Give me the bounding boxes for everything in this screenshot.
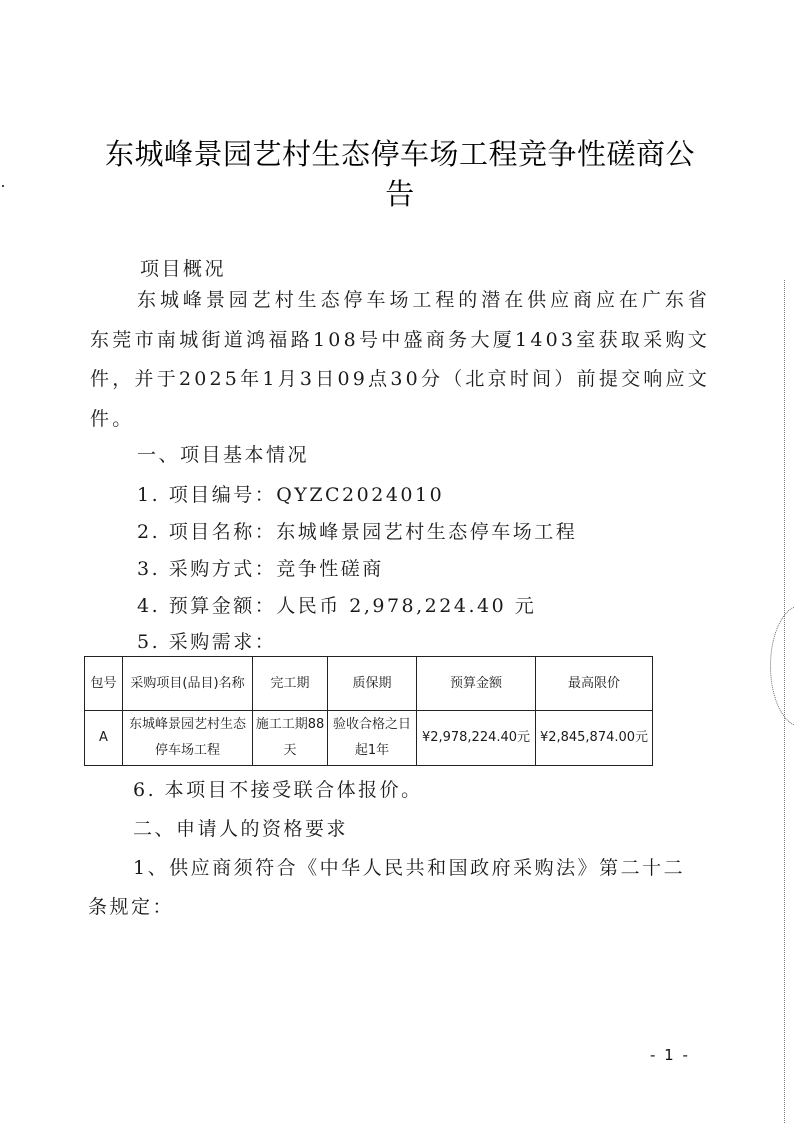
item-num: 2. <box>137 521 161 543</box>
cell-max-price: ¥2,845,874.00元 <box>536 711 653 766</box>
overview-heading: 项目概况 <box>140 258 227 280</box>
item-num: 5. <box>137 631 161 653</box>
item-label: 项目名称： <box>168 521 277 543</box>
section-1-heading: 一、项目基本情况 <box>137 444 310 466</box>
table-row <box>85 711 653 766</box>
item-num: 4. <box>137 595 161 617</box>
item-value: QYZC2024010 <box>276 484 445 506</box>
section-2-heading: 二、申请人的资格要求 <box>133 818 349 840</box>
seal-stamp-partial <box>770 605 794 727</box>
title-line-1: 东城峰景园艺村生态停车场工程竞争性磋商公 <box>104 137 695 171</box>
item-budget <box>137 592 536 620</box>
requirement-1-line-2: 条规定： <box>88 896 175 918</box>
header-budget-amount: 预算金额 <box>417 657 536 711</box>
header-warranty-period: 质保期 <box>328 657 417 711</box>
item-label: 采购方式： <box>168 558 277 580</box>
item-project-name <box>137 518 577 546</box>
item-value: 人民币 2,978,224.40 元 <box>276 595 537 617</box>
cell-warranty-period: 验收合格之日起1年 <box>328 711 417 766</box>
requirement-1-line-1: 1、供应商须符合《中华人民共和国政府采购法》第二十二 <box>133 857 686 879</box>
item-project-number <box>137 481 444 509</box>
cell-budget-amount: ¥2,978,224.40元 <box>417 711 536 766</box>
header-package-no: 包号 <box>85 657 123 711</box>
scan-artifact <box>2 185 4 187</box>
header-completion-period: 完工期 <box>253 657 328 711</box>
cell-item-name: 东城峰景园艺村生态停车场工程 <box>123 711 253 766</box>
item-label: 采购需求： <box>168 631 277 653</box>
document-title <box>100 134 700 214</box>
procurement-requirements-table <box>84 656 653 766</box>
header-max-price: 最高限价 <box>536 657 653 711</box>
item-num: 3. <box>137 558 161 580</box>
item-procurement-method <box>137 555 384 583</box>
cell-package-no: A <box>85 711 123 766</box>
title-line-2: 告 <box>385 177 415 211</box>
cell-completion-period: 施工工期88天 <box>253 711 328 766</box>
item-no-consortium: 6. 本项目不接受联合体报价。 <box>133 779 423 801</box>
item-label: 预算金额： <box>168 595 277 617</box>
item-value: 东城峰景园艺村生态停车场工程 <box>276 521 578 543</box>
table-header-row <box>85 657 653 711</box>
overview-paragraph: 东城峰景园艺村生态停车场工程的潜在供应商应在广东省东莞市南城街道鸿福路108号中盛商务大厦1403室获取采购文件，并于2025年1月3日09点30分（北京时间）前提交响应文件。 <box>90 289 710 430</box>
item-num: 1. <box>137 484 161 506</box>
item-requirements <box>137 628 276 656</box>
item-label: 项目编号： <box>168 484 277 506</box>
item-value: 竞争性磋商 <box>276 558 384 580</box>
header-item-name: 采购项目(品目)名称 <box>123 657 253 711</box>
page-number: - 1 - <box>650 1046 690 1064</box>
